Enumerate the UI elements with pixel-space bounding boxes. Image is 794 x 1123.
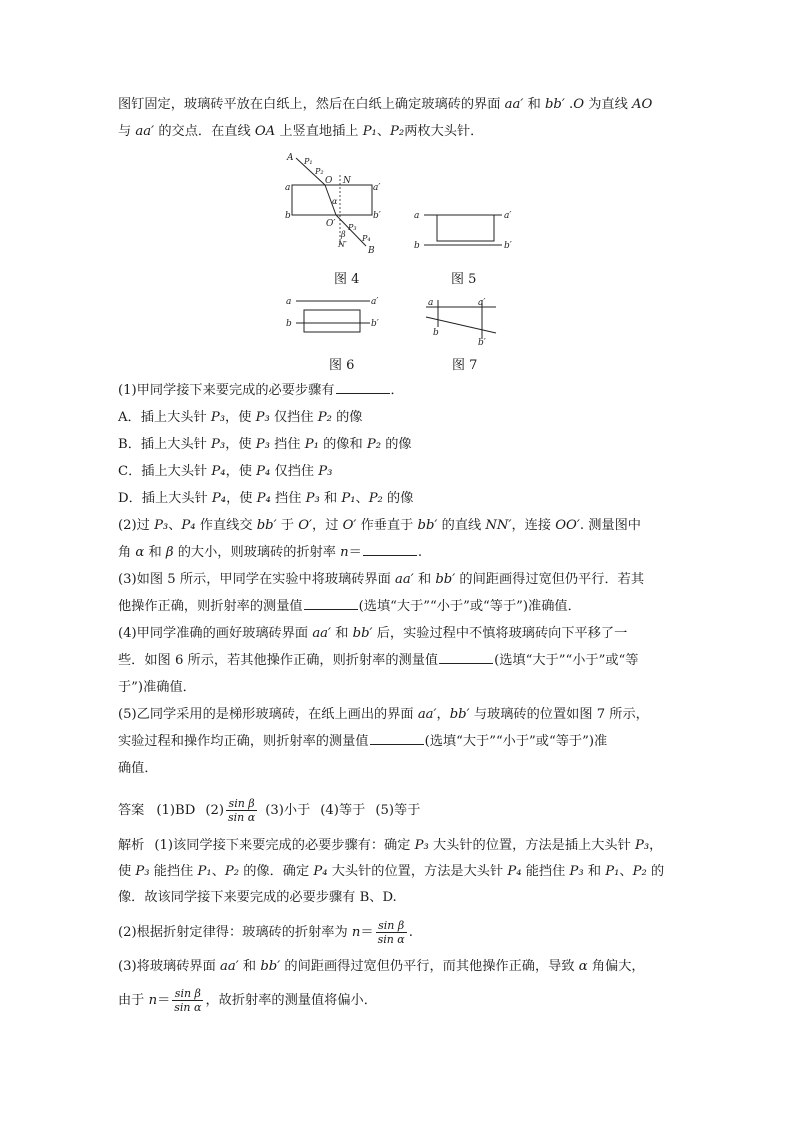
symbol: P₃ <box>135 864 150 879</box>
symbol: bb′ <box>435 572 456 587</box>
text: 和 <box>238 959 261 974</box>
symbol: OO′ <box>555 518 580 533</box>
intro-line-2 <box>118 122 688 142</box>
glass-block <box>437 215 494 241</box>
analysis-line-2 <box>118 862 688 882</box>
symbol: β <box>165 545 174 560</box>
text: 的像 <box>331 410 363 425</box>
label-A: A <box>287 153 294 163</box>
label-b-prime: b′ <box>373 211 381 221</box>
symbol: P₃ <box>305 491 320 506</box>
text: (选填“大于”“小于”或“等于”)准确值． <box>358 599 581 614</box>
question-4-line-3: 于”)准确值． <box>118 680 196 695</box>
text: 和 <box>319 491 342 506</box>
option-C <box>118 462 688 482</box>
label-beta: β <box>341 230 346 239</box>
text: 的交点．在直线 <box>154 124 255 139</box>
label-P4: P₄ <box>362 234 371 243</box>
text: 和 <box>583 864 606 879</box>
answer-4: (4)等于 <box>320 803 366 818</box>
text: 的间距画得过宽但仍平行，而其他操作正确，导致 <box>280 959 579 974</box>
fraction-sinb-sina <box>226 797 257 824</box>
question-2-line-2 <box>118 543 688 563</box>
text: 能挡住 <box>149 864 198 879</box>
answer-blank <box>363 543 417 556</box>
text: ＝ <box>360 925 374 940</box>
symbol: P₁ <box>197 864 212 879</box>
text: ，连接 <box>511 518 556 533</box>
text: 、 <box>355 491 369 506</box>
label-N-prime: N′ <box>338 240 347 249</box>
symbol: aa′ <box>312 626 332 641</box>
symbol: P₁ <box>605 864 620 879</box>
text: 为直线 <box>584 97 632 112</box>
text: 的大小，则玻璃砖的折射率 <box>173 545 341 560</box>
numerator: sin β <box>376 919 407 933</box>
text: (2)过 <box>118 518 155 533</box>
option-B <box>118 435 688 455</box>
text: 的 <box>646 864 665 879</box>
label-a: a <box>428 298 434 308</box>
answer-blank <box>304 597 358 610</box>
label-b: b <box>433 328 439 338</box>
text: 与 <box>118 124 136 139</box>
text: 挡住 <box>269 437 305 452</box>
answer-blank <box>439 651 493 664</box>
symbol-O: O <box>573 97 585 112</box>
text: . <box>408 925 413 940</box>
denominator: sin α <box>377 933 405 946</box>
label-b-prime: b′ <box>478 338 486 347</box>
label-P3: P₃ <box>348 223 357 232</box>
text: 角偏大， <box>587 959 645 974</box>
symbol: P₂ <box>224 864 240 879</box>
text: 使 <box>118 864 136 879</box>
numerator: sin β <box>226 797 257 811</box>
text: 图钉固定，玻璃砖平放在白纸上，然后在白纸上确定玻璃砖的界面 <box>118 97 505 112</box>
text: ， <box>649 838 663 853</box>
analysis-line-4 <box>118 918 688 948</box>
symbol: P₃ <box>635 838 650 853</box>
text: (3)如图 5 所示，甲同学在实验中将玻璃砖界面 <box>118 572 396 587</box>
symbol: P₃ <box>569 864 584 879</box>
answer-3: (3)小于 <box>265 803 311 818</box>
intro-line-1 <box>118 95 688 115</box>
answer-label: 答案 <box>118 803 145 818</box>
text: 他操作正确，则折射率的测量值 <box>118 599 303 614</box>
label-a: a <box>286 297 292 307</box>
text: (选填“大于”“小于”或“等 <box>494 653 639 668</box>
answer-5: (5)等于 <box>375 803 421 818</box>
denominator: sin α <box>174 1001 202 1014</box>
analysis-line-6 <box>118 986 688 1016</box>
question-3-line-1 <box>118 570 688 590</box>
symbol: O′ <box>342 518 357 533</box>
denominator: sin α <box>228 811 256 824</box>
symbol: P₃ <box>255 437 270 452</box>
text: . <box>564 97 574 112</box>
text: 由于 <box>118 993 149 1008</box>
analysis-label: 解析 <box>118 838 145 853</box>
answer-2: (2) <box>205 803 225 818</box>
symbol: P₂ <box>632 864 647 879</box>
text: 后，实验过程中不慎将玻璃砖向下平移了一 <box>372 626 628 641</box>
label-a-prime: a′ <box>478 298 486 308</box>
text: A．插上大头针 <box>118 410 211 425</box>
option-D <box>118 489 688 509</box>
symbol: P₃ <box>211 437 226 452</box>
text: ， <box>436 707 450 722</box>
text: 些．如图 6 所示，若其他操作正确，则折射率的测量值 <box>118 653 439 668</box>
text: (2)根据折射定律得：玻璃砖的折射率为 <box>118 925 352 940</box>
symbol: NN′ <box>485 518 512 533</box>
text: B．插上大头针 <box>118 437 212 452</box>
text: 两枚大头针． <box>404 124 484 139</box>
question-4-line-1 <box>118 624 688 644</box>
text: 上竖直地插上 <box>275 124 363 139</box>
text: ，使 <box>226 491 257 506</box>
label-b: b <box>286 319 292 329</box>
text: 作垂直于 <box>356 518 418 533</box>
text: 的直线 <box>437 518 486 533</box>
text: 仅挡住 <box>270 464 319 479</box>
symbol: P₄ <box>313 864 328 879</box>
label-b-prime: b′ <box>504 241 512 251</box>
symbol: α <box>135 545 145 560</box>
text: 、 <box>168 518 182 533</box>
answer-line <box>118 796 688 826</box>
symbol: P₄ <box>211 464 226 479</box>
label-P1: P₁ <box>304 157 313 166</box>
label-a: a <box>285 183 291 193</box>
symbol: P₃ <box>414 838 429 853</box>
symbol: P₃ <box>318 464 333 479</box>
text: 和 <box>144 545 166 560</box>
symbol: P₁ <box>304 437 319 452</box>
symbol: P₄ <box>256 491 271 506</box>
text: 、 <box>619 864 633 879</box>
text: (1)该同学接下来要完成的必要步骤有：确定 <box>154 838 415 853</box>
text: 、 <box>211 864 225 879</box>
label-alpha: α <box>332 197 338 206</box>
text: (4)甲同学准确的画好玻璃砖界面 <box>118 626 313 641</box>
symbol-OA: OA <box>254 124 276 139</box>
symbol: P₃ <box>210 410 226 425</box>
symbol: P₂ <box>317 410 332 425</box>
text: ，使 <box>225 464 257 479</box>
text: 作直线交 <box>195 518 257 533</box>
symbol: bb′ <box>260 959 281 974</box>
label-b: b <box>285 211 291 221</box>
numerator: sin β <box>172 987 203 1001</box>
text: 仅挡住 <box>269 410 318 425</box>
symbol-aa: aa′ <box>135 124 155 139</box>
answer-1: (1)BD <box>156 803 196 818</box>
symbol-bb: bb′ <box>544 97 565 112</box>
text: 大头针的位置，方法是插上大头针 <box>428 838 635 853</box>
text: (1)甲同学接下来要完成的必要步骤有 <box>118 383 335 398</box>
symbol: P₃ <box>255 410 270 425</box>
text: 的像和 <box>318 437 367 452</box>
figure-6-caption: 图 6 <box>329 358 355 373</box>
option-A <box>118 408 688 428</box>
text: ． <box>390 383 404 398</box>
text: (3)将玻璃砖界面 <box>118 959 220 974</box>
symbol: P₁ <box>341 491 356 506</box>
symbol-P2: P₂ <box>390 124 405 139</box>
text: (选填“大于”“小于”或“等于”)准 <box>424 734 608 749</box>
fraction-sinb-sina <box>376 919 407 946</box>
text: . <box>417 545 423 560</box>
question-3-line-2 <box>118 597 688 617</box>
analysis-line-5 <box>118 957 688 977</box>
text: ，使 <box>225 437 256 452</box>
analysis-line-1 <box>118 836 688 856</box>
figure-4-caption: 图 4 <box>334 272 360 287</box>
symbol: O′ <box>298 518 313 533</box>
answer-blank <box>370 732 424 745</box>
label-B: B <box>368 246 375 256</box>
text: ＝ <box>348 545 362 560</box>
text: 于 <box>276 518 299 533</box>
symbol-P1: P₁ <box>362 124 377 139</box>
symbol: P₂ <box>368 491 383 506</box>
label-O-prime: O′ <box>326 219 336 229</box>
text: ＝ <box>157 993 171 1008</box>
question-1-stem <box>118 381 688 401</box>
figure-5-caption: 图 5 <box>451 272 477 287</box>
question-5-line-2 <box>118 732 688 752</box>
fraction-sinb-sina <box>172 987 203 1014</box>
label-a: a <box>414 211 420 221</box>
label-O: O <box>325 176 333 186</box>
symbol: P₃ <box>154 518 169 533</box>
question-2-line-1 <box>118 516 688 536</box>
symbol: bb′ <box>417 518 438 533</box>
label-a-prime: a′ <box>371 297 379 307</box>
symbol-AO: AO <box>632 97 653 112</box>
text: 、 <box>376 124 391 139</box>
label-a-prime: a′ <box>373 183 381 193</box>
text: 大头针的位置，方法是大头针 <box>327 864 508 879</box>
symbol: n <box>148 993 158 1008</box>
text: 的像 <box>381 437 412 452</box>
text: (5)乙同学采用的是梯形玻璃砖，在纸上画出的界面 <box>118 707 418 722</box>
figure-4-diagram <box>282 150 392 260</box>
text: ，故折射率的测量值将偏小． <box>205 993 377 1008</box>
text: 和 <box>523 97 545 112</box>
text: 角 <box>118 545 136 560</box>
text: ，过 <box>312 518 343 533</box>
symbol: bb′ <box>256 518 277 533</box>
symbol: bb′ <box>449 707 470 722</box>
analysis-line-3: 像．故该同学接下来要完成的必要步骤有 B、D. <box>118 890 397 905</box>
symbol: P₄ <box>181 518 196 533</box>
symbol: α <box>578 959 588 974</box>
figure-6-diagram <box>284 293 384 341</box>
text: 的像 <box>382 491 414 506</box>
answer-blank <box>336 381 390 394</box>
symbol: aa′ <box>220 959 239 974</box>
figure-7-diagram <box>420 295 500 347</box>
symbol: n <box>351 925 361 940</box>
symbol: n <box>340 545 349 560</box>
text: . 测量图中 <box>579 518 641 533</box>
question-4-line-2 <box>118 651 688 671</box>
question-5-line-3: 确值． <box>118 761 158 776</box>
text: 的间距画得过宽但仍平行．若其 <box>455 572 645 587</box>
text: 与玻璃砖的位置如图 7 所示， <box>469 707 649 722</box>
glass-block <box>304 310 360 332</box>
text: 能挡住 <box>521 864 570 879</box>
figure-7-caption: 图 7 <box>452 358 478 373</box>
symbol: P₄ <box>507 864 522 879</box>
question-5-line-1 <box>118 705 688 725</box>
symbol: aa′ <box>417 707 437 722</box>
label-b: b <box>414 241 420 251</box>
text: 实验过程和操作均正确，则折射率的测量值 <box>118 734 369 749</box>
text: ，使 <box>225 410 256 425</box>
label-P2: P₂ <box>315 167 324 176</box>
symbol: P₄ <box>211 491 227 506</box>
symbol: P₄ <box>256 464 271 479</box>
text: 的像．确定 <box>239 864 314 879</box>
symbol: bb′ <box>352 626 373 641</box>
text: C．插上大头针 <box>118 464 212 479</box>
symbol: P₂ <box>366 437 381 452</box>
label-b-prime: b′ <box>371 319 379 329</box>
symbol: aa′ <box>395 572 414 587</box>
text: 和 <box>413 572 436 587</box>
label-N: N <box>343 176 351 186</box>
label-a-prime: a′ <box>504 211 512 221</box>
symbol-aa: aa′ <box>504 97 524 112</box>
text: 和 <box>331 626 353 641</box>
text: 挡住 <box>270 491 306 506</box>
text: D．插上大头针 <box>118 491 212 506</box>
figure-5-diagram <box>410 205 520 255</box>
